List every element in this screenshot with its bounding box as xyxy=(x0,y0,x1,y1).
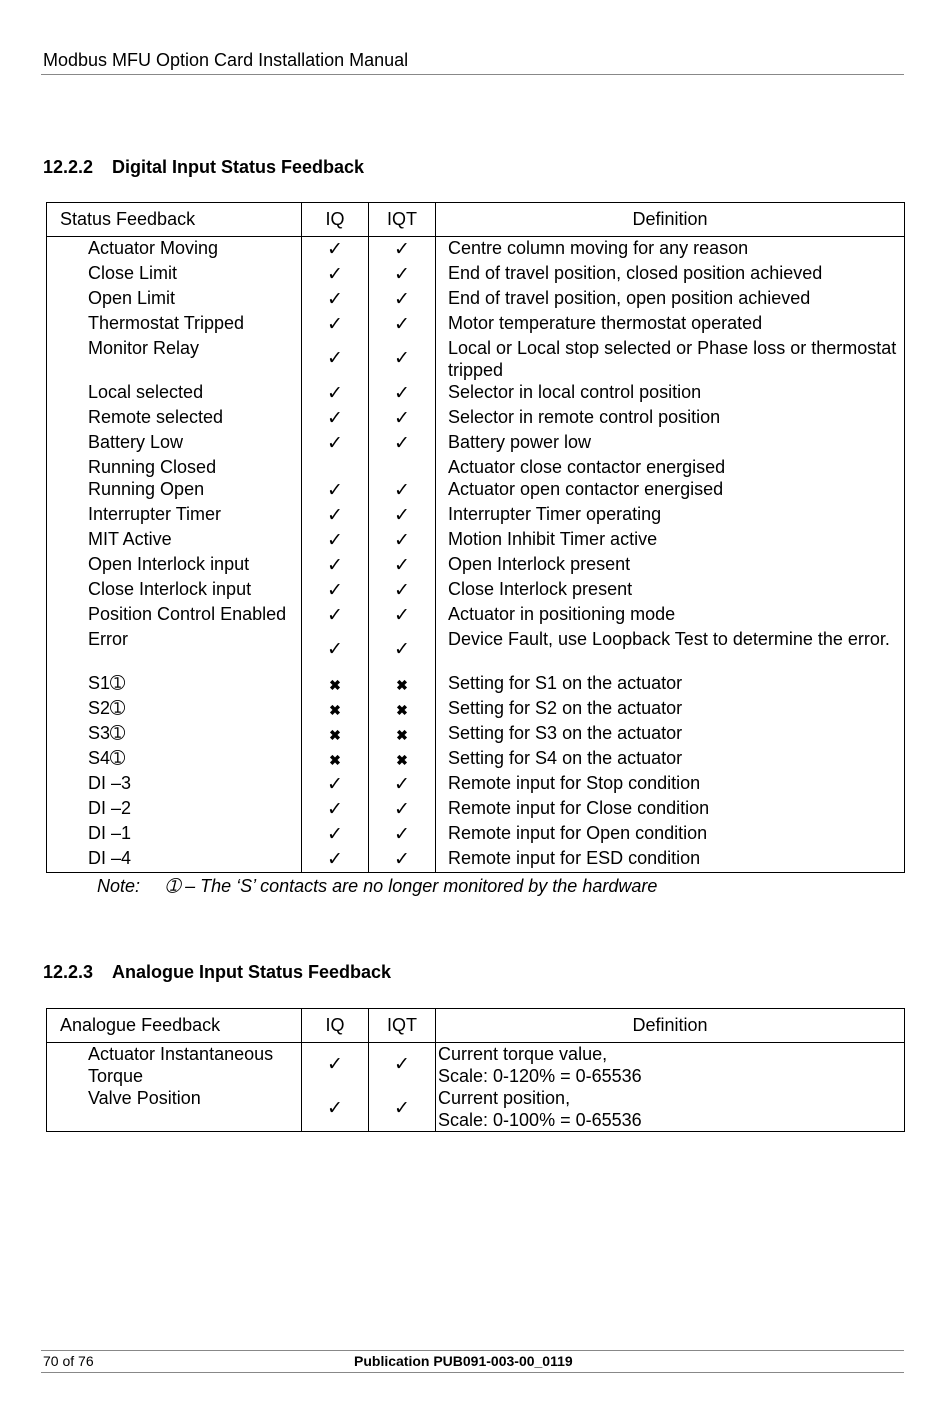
table-row xyxy=(47,797,905,822)
row-definition: Setting for S3 on the actuator xyxy=(436,722,905,747)
table-row xyxy=(47,553,905,578)
table-header-row xyxy=(47,203,905,237)
iq-check-icon: ✓ xyxy=(302,406,369,431)
definition-line: Current torque value, xyxy=(438,1044,608,1064)
footer-rule xyxy=(41,1372,904,1373)
row-name: DI –2 xyxy=(47,797,302,822)
iqt-cross-icon: ✖ xyxy=(369,722,436,747)
row-definition: Setting for S1 on the actuator xyxy=(436,672,905,697)
iqt-check-icon xyxy=(369,456,436,478)
iq-check-icon: ✓ xyxy=(302,628,369,672)
row-name: MIT Active xyxy=(47,528,302,553)
iqt-check-icon: ✓ xyxy=(369,628,436,672)
row-name: Position Control Enabled xyxy=(47,603,302,628)
row-definition: Actuator close contactor energised xyxy=(436,456,905,478)
row-name: Running Closed xyxy=(47,456,302,478)
iqt-check-icon: ✓ xyxy=(369,847,436,873)
iqt-cross-icon: ✖ xyxy=(369,747,436,772)
table-row xyxy=(47,503,905,528)
row-definition: Motion Inhibit Timer active xyxy=(436,528,905,553)
column-header-definition: Definition xyxy=(436,1009,905,1043)
column-header-name: Status Feedback xyxy=(47,203,302,237)
row-definition: Centre column moving for any reason xyxy=(436,237,905,263)
column-header-iqt: IQT xyxy=(369,203,436,237)
table-row xyxy=(47,381,905,406)
row-definition xyxy=(436,1087,905,1132)
column-header-name: Analogue Feedback xyxy=(47,1009,302,1043)
row-definition: Setting for S2 on the actuator xyxy=(436,697,905,722)
iq-check-icon: ✓ xyxy=(302,503,369,528)
row-definition: Actuator open contactor energised xyxy=(436,478,905,503)
row-name: Battery Low xyxy=(47,431,302,456)
iq-check-icon: ✓ xyxy=(302,1043,369,1088)
table-row xyxy=(47,456,905,478)
column-header-iqt: IQT xyxy=(369,1009,436,1043)
iq-cross-icon: ✖ xyxy=(302,747,369,772)
page-number: 70 of 76 xyxy=(43,1353,94,1369)
row-name: Monitor Relay xyxy=(47,337,302,381)
row-definition: Battery power low xyxy=(436,431,905,456)
row-name: Open Limit xyxy=(47,287,302,312)
row-definition: Device Fault, use Loopback Test to determine the error. xyxy=(436,628,905,672)
row-name: Local selected xyxy=(47,381,302,406)
digital-input-table xyxy=(46,202,905,873)
row-name: DI –1 xyxy=(47,822,302,847)
section-heading-digital xyxy=(43,157,364,178)
section-title: Analogue Input Status Feedback xyxy=(112,962,392,982)
row-name: S2➀ xyxy=(47,697,302,722)
section-heading-analogue xyxy=(43,962,391,983)
iqt-check-icon: ✓ xyxy=(369,1043,436,1088)
iqt-check-icon: ✓ xyxy=(369,381,436,406)
row-definition: Close Interlock present xyxy=(436,578,905,603)
row-definition xyxy=(436,1043,905,1088)
table-row xyxy=(47,603,905,628)
table-row xyxy=(47,312,905,337)
row-name: Actuator Instantaneous Torque xyxy=(47,1043,302,1088)
iq-cross-icon: ✖ xyxy=(302,672,369,697)
row-definition: Selector in local control position xyxy=(436,381,905,406)
table-row xyxy=(47,628,905,672)
iqt-check-icon: ✓ xyxy=(369,337,436,381)
table-row xyxy=(47,237,905,263)
section-number: 12.2.3 xyxy=(43,962,94,982)
table-row xyxy=(47,722,905,747)
iq-check-icon: ✓ xyxy=(302,603,369,628)
iqt-check-icon: ✓ xyxy=(369,237,436,263)
table-row xyxy=(47,772,905,797)
table-row xyxy=(47,337,905,381)
table-row xyxy=(47,672,905,697)
iqt-check-icon: ✓ xyxy=(369,797,436,822)
row-name: S4➀ xyxy=(47,747,302,772)
iqt-check-icon: ✓ xyxy=(369,406,436,431)
row-definition: Remote input for Stop condition xyxy=(436,772,905,797)
row-name: Running Open xyxy=(47,478,302,503)
row-name: Thermostat Tripped xyxy=(47,312,302,337)
row-definition: Setting for S4 on the actuator xyxy=(436,747,905,772)
note-label: Note: xyxy=(97,876,141,896)
iqt-cross-icon: ✖ xyxy=(369,672,436,697)
row-definition: Actuator in positioning mode xyxy=(436,603,905,628)
iq-check-icon: ✓ xyxy=(302,797,369,822)
iqt-check-icon: ✓ xyxy=(369,603,436,628)
table-row xyxy=(47,406,905,431)
iqt-check-icon: ✓ xyxy=(369,312,436,337)
header-title: Modbus MFU Option Card Installation Manual xyxy=(43,50,409,70)
column-header-definition: Definition xyxy=(436,203,905,237)
row-definition: Selector in remote control position xyxy=(436,406,905,431)
column-header-iq: IQ xyxy=(302,203,369,237)
iq-check-icon: ✓ xyxy=(302,822,369,847)
row-name: Valve Position xyxy=(47,1087,302,1132)
iqt-check-icon: ✓ xyxy=(369,287,436,312)
section-title: Digital Input Status Feedback xyxy=(112,157,365,177)
footer-rule xyxy=(41,1350,904,1351)
row-name: Close Interlock input xyxy=(47,578,302,603)
iq-check-icon: ✓ xyxy=(302,772,369,797)
row-definition: End of travel position, closed position achieved xyxy=(436,262,905,287)
iq-check-icon: ✓ xyxy=(302,237,369,263)
section-number: 12.2.2 xyxy=(43,157,94,177)
iq-check-icon: ✓ xyxy=(302,287,369,312)
row-name: S3➀ xyxy=(47,722,302,747)
row-name: DI –4 xyxy=(47,847,302,873)
row-name: S1➀ xyxy=(47,672,302,697)
table-row xyxy=(47,578,905,603)
iqt-check-icon: ✓ xyxy=(369,528,436,553)
table-row xyxy=(47,1087,905,1132)
row-definition: Motor temperature thermostat operated xyxy=(436,312,905,337)
definition-line: Scale: 0-100% = 0-65536 xyxy=(438,1110,642,1130)
iqt-check-icon: ✓ xyxy=(369,1087,436,1132)
table-row xyxy=(47,262,905,287)
note-text: ➀ – The ‘S’ contacts are no longer monitored by the hardware xyxy=(165,876,658,896)
row-name: Close Limit xyxy=(47,262,302,287)
row-definition: Interrupter Timer operating xyxy=(436,503,905,528)
row-definition: Remote input for Close condition xyxy=(436,797,905,822)
iq-check-icon: ✓ xyxy=(302,847,369,873)
iq-check-icon: ✓ xyxy=(302,431,369,456)
iqt-check-icon: ✓ xyxy=(369,262,436,287)
iqt-check-icon: ✓ xyxy=(369,578,436,603)
iq-cross-icon: ✖ xyxy=(302,697,369,722)
iq-check-icon: ✓ xyxy=(302,381,369,406)
table-row xyxy=(47,697,905,722)
iq-check-icon: ✓ xyxy=(302,1087,369,1132)
column-header-iq: IQ xyxy=(302,1009,369,1043)
table-row xyxy=(47,478,905,503)
row-name: DI –3 xyxy=(47,772,302,797)
iq-check-icon: ✓ xyxy=(302,312,369,337)
header-rule xyxy=(41,74,904,75)
row-definition: Remote input for Open condition xyxy=(436,822,905,847)
iqt-check-icon: ✓ xyxy=(369,553,436,578)
iqt-check-icon: ✓ xyxy=(369,503,436,528)
row-definition: Remote input for ESD condition xyxy=(436,847,905,873)
row-name: Actuator Moving xyxy=(47,237,302,263)
iqt-check-icon: ✓ xyxy=(369,431,436,456)
iq-check-icon: ✓ xyxy=(302,553,369,578)
iq-check-icon: ✓ xyxy=(302,578,369,603)
table-row xyxy=(47,287,905,312)
publication-id: Publication PUB091-003-00_0119 xyxy=(354,1353,573,1369)
analogue-input-table xyxy=(46,1008,905,1132)
iq-check-icon: ✓ xyxy=(302,337,369,381)
table-row xyxy=(47,747,905,772)
row-name: Remote selected xyxy=(47,406,302,431)
iqt-cross-icon: ✖ xyxy=(369,697,436,722)
definition-line: Current position, xyxy=(438,1088,571,1108)
iq-check-icon: ✓ xyxy=(302,478,369,503)
iq-cross-icon: ✖ xyxy=(302,722,369,747)
table-row xyxy=(47,847,905,873)
row-name: Error xyxy=(47,628,302,672)
table-row xyxy=(47,431,905,456)
iqt-check-icon: ✓ xyxy=(369,772,436,797)
table-row xyxy=(47,528,905,553)
table-note xyxy=(97,876,657,897)
table-header-row xyxy=(47,1009,905,1043)
row-definition: Open Interlock present xyxy=(436,553,905,578)
row-name: Interrupter Timer xyxy=(47,503,302,528)
row-definition: Local or Local stop selected or Phase loss or thermostat tripped xyxy=(436,337,905,381)
iqt-check-icon: ✓ xyxy=(369,822,436,847)
iq-check-icon xyxy=(302,456,369,478)
iq-check-icon: ✓ xyxy=(302,262,369,287)
iq-check-icon: ✓ xyxy=(302,528,369,553)
row-definition: End of travel position, open position achieved xyxy=(436,287,905,312)
table-row xyxy=(47,1043,905,1088)
row-name: Open Interlock input xyxy=(47,553,302,578)
definition-line: Scale: 0-120% = 0-65536 xyxy=(438,1066,642,1086)
iqt-check-icon: ✓ xyxy=(369,478,436,503)
table-row xyxy=(47,822,905,847)
